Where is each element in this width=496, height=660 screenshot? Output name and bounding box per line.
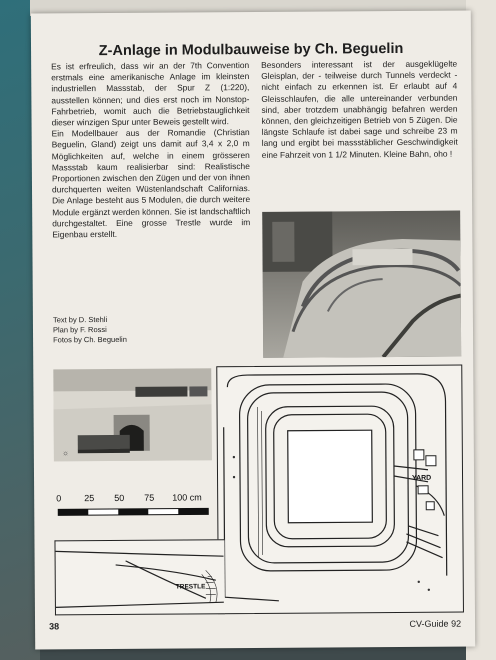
layout-photo xyxy=(262,211,461,358)
svg-text:☼: ☼ xyxy=(61,448,70,458)
right-text-column xyxy=(261,59,458,161)
trestle-label: TRESTLE xyxy=(175,583,206,591)
scale-label-50: 50 xyxy=(114,492,125,503)
yard-label: YARD xyxy=(412,474,432,482)
magazine-page xyxy=(31,10,475,649)
left-paragraph-2: Ein Modellbauer aus der Romandie (Christian Beguelin, Gland) zeigt uns damit auf 3,4 x 2,0 m Möglichkeiten auf, welche in einem grösseren Massstab kaum realisierbar sind: Realistische Proportionen zwischen den Zügen und der von ihnen durchquerten weiten Wüstenlandschaft Californias. Die Anlage besteht aus 5 Modulen, die durch weitere Module ergänzt werden können. Sie ist landschaftlich durchgestaltet. Eine grosse Trestle wurde im Eigenbau erstellt. xyxy=(51,127,251,240)
tunnel-photo-image xyxy=(53,368,212,461)
credit-text: Text by D. Stehli xyxy=(52,315,108,325)
track-plan xyxy=(216,365,464,615)
scale-label-25: 25 xyxy=(84,493,95,504)
credit-photos: Fotos by Ch. Beguelin xyxy=(53,334,127,345)
article-title: Z-Anlage in Modulbauweise by Ch. Beguelin xyxy=(98,40,404,60)
trestle-section-drawing xyxy=(55,540,223,613)
page-number: 38 xyxy=(49,621,60,632)
left-text-column xyxy=(51,60,250,241)
scale-label-0: 0 xyxy=(56,493,62,504)
track-plan-trestle-section xyxy=(54,539,225,615)
credits xyxy=(53,315,127,346)
right-paragraph: Besonders interessant ist der ausgeklügelte Gleisplan, der - teilweise durch Tunnels verdeckt - nicht einfach zu erkennen ist. Er erlaubt auf 4 Gleisschlaufen, die alle untereinander verbunden sind, aber trotzdem unabhängig befahren werden können, den gleichzeitigen Betrieb von 5 Zügen. Die längste Schlaufe ist dabei sage und schreibe 23 m lang und ergibt bei massstäblicher Geschwindigkeit eine Fahrzeit von 1 1/2 Minuten. Kleine Bahn, oho ! xyxy=(261,58,458,160)
layout-photo-image xyxy=(262,211,461,358)
scale-label-75: 75 xyxy=(144,492,155,503)
track-plan-drawing xyxy=(217,366,462,613)
scale-bar xyxy=(54,488,214,529)
scale-label-100: 100 cm xyxy=(172,492,202,503)
credit-plan: Plan by F. Rossi xyxy=(52,325,107,335)
tunnel-photo xyxy=(53,368,212,461)
left-paragraph-1: Es ist erfreulich, dass wir an der 7th Convention erstmals eine amerikanische Anlage im kleinsten industriellen Massstab, der Spur Z (1:220), ausstellen können; und dies erst noch im Nonstop-Fahrbetrieb, womit auch die Betriebstauglichkeit dieser winzigen Spur unter Beweis gestellt wird. xyxy=(51,60,250,128)
journal-name: CV-Guide 92 xyxy=(409,618,462,629)
